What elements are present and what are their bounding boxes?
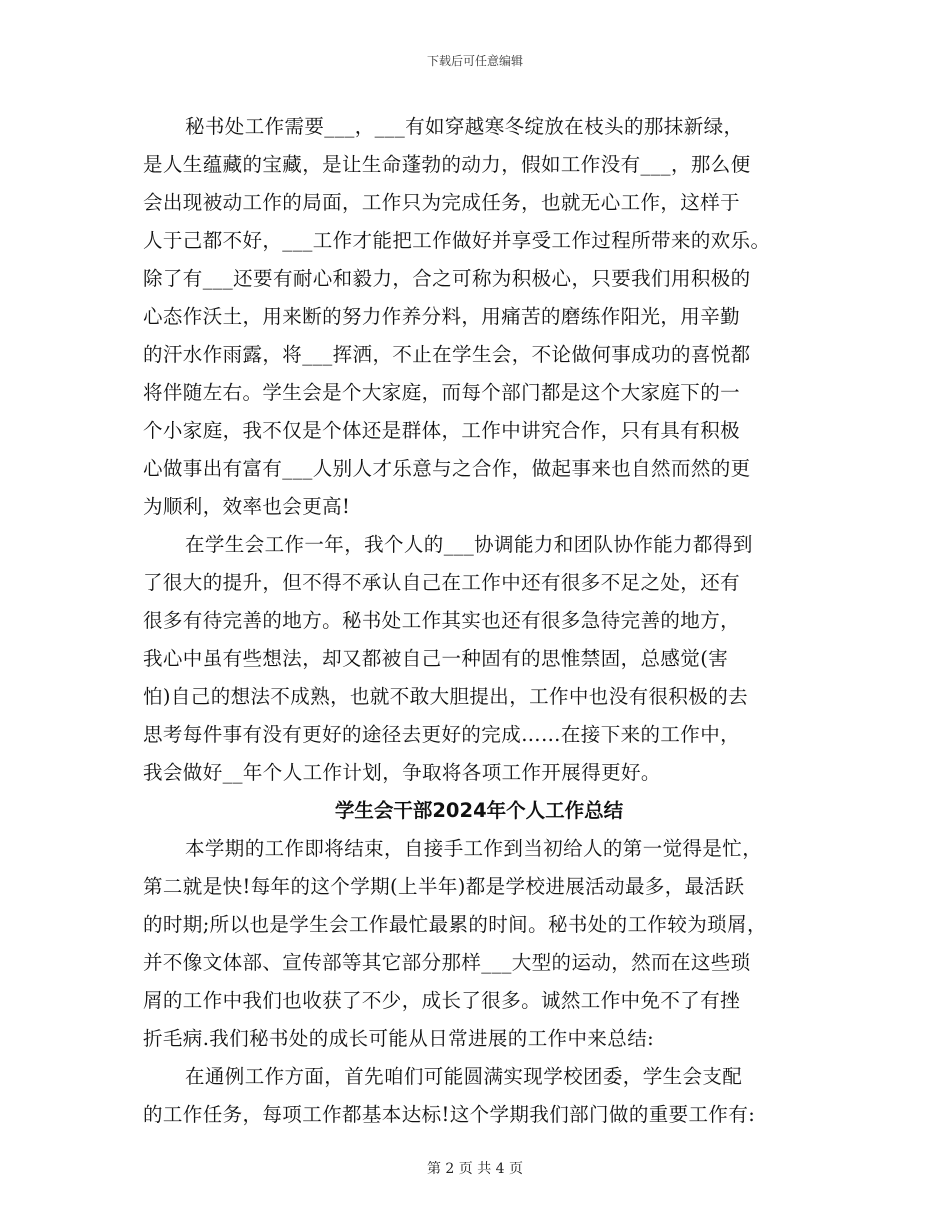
text-line: 的汗水作雨露，将___挥洒，不止在学生会，不论做何事成功的喜悦都: [143, 343, 751, 366]
text-line: 我会做好__年个人工作计划，争取将各项工作开展得更好。: [143, 761, 661, 784]
text-line: 本学期的工作即将结束，自接手工作到当初给人的第一觉得是忙，: [185, 837, 763, 860]
text-line: 我心中虽有些想法，却又都被自己一种固有的思惟禁固，总感觉(害: [143, 647, 729, 670]
page-footer: 第 2 页 共 4 页: [426, 1161, 524, 1177]
text-line: 第二就是快!每年的这个学期(上半年)都是学校进展活动最多，最活跃: [143, 875, 745, 898]
text-line: 屑的工作中我们也收获了不少，成长了很多。诚然工作中免不了有挫: [143, 989, 741, 1012]
text-line: 在通例工作方面，首先咱们可能圆满实现学校团委，学生会支配: [185, 1065, 743, 1088]
text-line: 的工作任务，每项工作都基本达标!这个学期我们部门做的重要工作有:: [143, 1103, 756, 1126]
text-line: 会出现被动工作的局面，工作只为完成任务，也就无心工作，这样于: [143, 191, 741, 214]
text-line: 的时期;所以也是学生会工作最忙最累的时间。秘书处的工作较为琐屑，: [143, 913, 767, 936]
text-line: 秘书处工作需要___，___有如穿越寒冬绽放在枝头的那抹新绿，: [185, 115, 744, 138]
text-line: 很多有待完善的地方。秘书处工作其实也还有很多急待完善的地方，: [143, 609, 741, 632]
text-line: 个小家庭，我不仅是个体还是群体，工作中讲究合作，只有具有积极: [143, 419, 741, 442]
text-line: 是人生蕴藏的宝藏，是让生命蓬勃的动力，假如工作没有___，那么便: [143, 153, 751, 176]
section-heading: 学生会干部2024年个人工作总结: [334, 799, 624, 822]
header-note: 下载后可任意编辑: [426, 54, 523, 68]
text-line: 心做事出有富有___人别人才乐意与之合作，做起事来也自然而然的更: [143, 457, 751, 480]
document-body: [143, 108, 815, 1134]
text-line: 心态作沃土，用来断的努力作养分料，用痛苦的磨练作阳光，用辛勤: [143, 305, 741, 328]
text-line: 为顺利，效率也会更高!: [143, 495, 351, 518]
text-line: 怕)自己的想法不成熟，也就不敢大胆提出，工作中也没有很积极的去: [143, 685, 749, 708]
text-line: 人于己都不好，___工作才能把工作做好并享受工作过程所带来的欢乐。: [143, 229, 771, 252]
text-line: 并不像文体部、宣传部等其它部分那样___大型的运动，然而在这些琐: [143, 951, 751, 974]
text-line: 思考每件事有没有更好的途径去更好的完成……在接下来的工作中，: [143, 723, 741, 746]
text-line: 折毛病.我们秘书处的成长可能从日常进展的工作中来总结:: [143, 1027, 655, 1050]
text-line: 除了有___还要有耐心和毅力，合之可称为积极心，只要我们用积极的: [143, 267, 751, 290]
text-line: 将伴随左右。学生会是个大家庭，而每个部门都是这个大家庭下的一: [143, 381, 741, 404]
text-line: 在学生会工作一年，我个人的___协调能力和团队协作能力都得到: [185, 533, 753, 556]
text-line: 了很大的提升，但不得不承认自己在工作中还有很多不足之处，还有: [143, 571, 741, 594]
